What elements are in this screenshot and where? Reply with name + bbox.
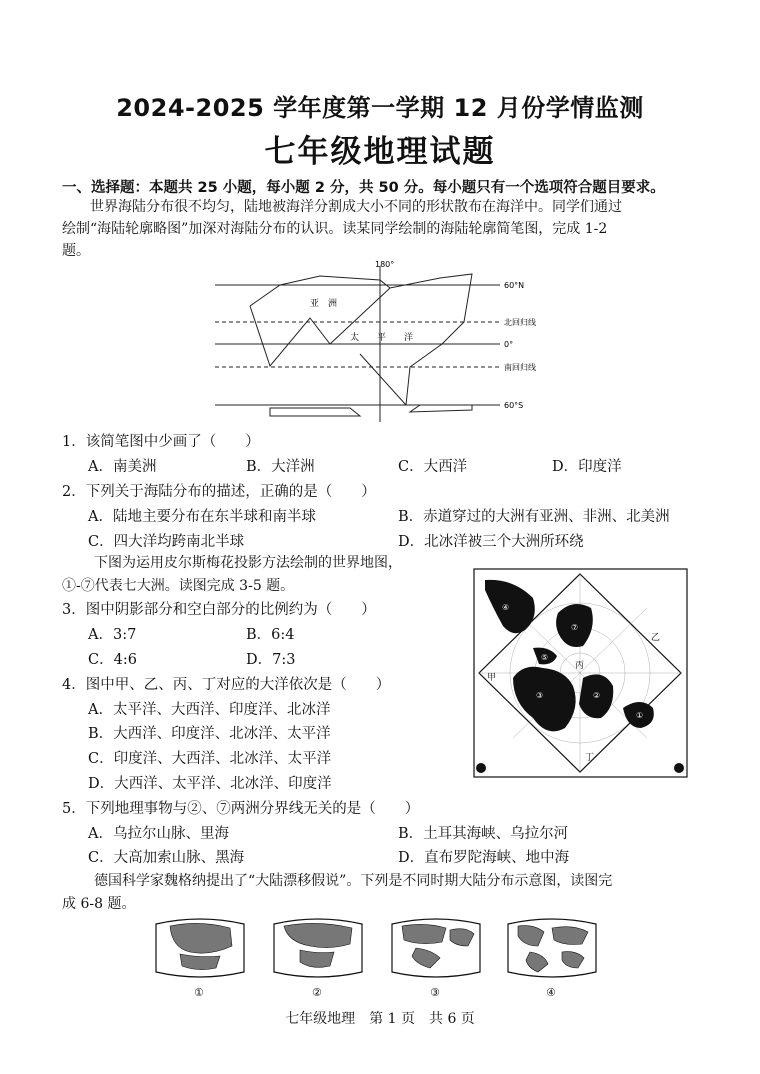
- intro-paragraph-2-line2: ①-⑦代表七大洲。读图完成 3-5 题。: [62, 578, 295, 594]
- continental-drift-figure: [150, 912, 620, 1004]
- question-1-option-a[interactable]: A．南美洲: [88, 459, 157, 475]
- label-180: 180°: [375, 260, 395, 269]
- continent-mark-4: ④: [502, 603, 510, 612]
- continent-mark-5: ⑤: [541, 653, 549, 662]
- continent-mark-3: ③: [536, 691, 544, 700]
- question-1-option-c[interactable]: C．大西洋: [398, 459, 468, 475]
- label-60s: 60°S: [504, 401, 524, 410]
- label-tropic-cancer: 北回归线: [504, 318, 536, 327]
- label-60n: 60°N: [504, 281, 525, 290]
- section-heading: 一、选择题：本题共 25 小题，每小题 2 分，共 50 分。每小题只有一个选项符合题目要求。: [62, 180, 665, 196]
- question-3-option-c[interactable]: C．4:6: [88, 652, 137, 668]
- continent-mark-2: ②: [593, 691, 601, 700]
- drift-caption-4: ④: [546, 986, 556, 999]
- continent-mark-7: ⑦: [571, 623, 579, 632]
- intro-paragraph-1: [62, 196, 702, 262]
- label-pacific: 太 平 洋: [350, 333, 414, 343]
- land-sea-sketch-figure: [210, 258, 550, 426]
- question-3-option-b[interactable]: B．6:4: [246, 627, 295, 643]
- question-2-stem: 2．下列关于海陆分布的描述，正确的是（ ）: [62, 484, 376, 500]
- question-4-option-c[interactable]: C．印度洋、大西洋、北冰洋、太平洋: [88, 751, 332, 767]
- question-2-option-c[interactable]: C．四大洋均跨南北半球: [88, 534, 245, 550]
- peirce-projection-map: [473, 568, 688, 778]
- label-yi: 乙: [651, 633, 661, 643]
- intro-paragraph-3-line1: 德国科学家魏格纳提出了“大陆漂移假说”。下列是不同时期大陆分布示意图，读图完: [94, 873, 613, 889]
- intro-line: 绘制“海陆轮廓略图”加深对海陆分布的认识。读某同学绘制的海陆轮廓简笔图，完成 1-2: [62, 221, 608, 237]
- intro-line: 世界海陆分布很不均匀，陆地被海洋分割成大小不同的形状散布在海洋中。同学们通过: [90, 199, 622, 215]
- label-tropic-capricorn: 南回归线: [504, 363, 536, 372]
- drift-caption-1: ①: [194, 986, 204, 999]
- question-1-stem: 1．该简笔图中少画了（ ）: [62, 434, 260, 450]
- question-4-option-b[interactable]: B．大西洋、印度洋、北冰洋、太平洋: [88, 726, 331, 742]
- drift-caption-3: ③: [430, 986, 440, 999]
- continent-mark-1: ①: [636, 711, 644, 720]
- question-1-option-b[interactable]: B．大洋洲: [246, 459, 315, 475]
- question-2-option-a[interactable]: A．陆地主要分布在东半球和南半球: [88, 509, 316, 525]
- question-3-option-d[interactable]: D．7:3: [246, 652, 296, 668]
- question-4-stem: 4．图中甲、乙、丙、丁对应的大洋依次是（ ）: [62, 677, 391, 693]
- question-5-option-a[interactable]: A．乌拉尔山脉、里海: [88, 826, 229, 842]
- question-3-option-a[interactable]: A．3:7: [88, 627, 137, 643]
- label-ding: 丁: [585, 753, 595, 763]
- continent-mark-6: ⑥: [565, 689, 573, 698]
- question-5-stem: 5．下列地理事物与②、⑦两洲分界线无关的是（ ）: [62, 801, 420, 817]
- question-5-option-b[interactable]: B．土耳其海峡、乌拉尔河: [398, 826, 569, 842]
- question-1-option-d[interactable]: D．印度洋: [552, 459, 622, 475]
- intro-paragraph-2-line1: 下图为运用皮尔斯梅花投影方法绘制的世界地图，: [94, 555, 402, 571]
- question-4-option-a[interactable]: A．太平洋、大西洋、印度洋、北冰洋: [88, 702, 331, 718]
- intro-paragraph-3-line2: 成 6-8 题。: [62, 896, 136, 912]
- drift-caption-2: ②: [312, 986, 322, 999]
- question-2-option-d[interactable]: D．北冰洋被三个大洲所环绕: [398, 534, 584, 550]
- label-equator: 0°: [504, 340, 514, 349]
- label-jia: 甲: [487, 673, 497, 683]
- question-2-option-b[interactable]: B．赤道穿过的大洲有亚洲、非洲、北美洲: [398, 509, 670, 525]
- page-footer: 七年级地理 第 1 页 共 6 页: [285, 1011, 475, 1027]
- question-3-stem: 3．图中阴影部分和空白部分的比例约为（ ）: [62, 602, 376, 618]
- question-5-option-d[interactable]: D．直布罗陀海峡、地中海: [398, 850, 570, 866]
- intro-line: 题。: [62, 243, 90, 259]
- question-5-option-c[interactable]: C．大高加索山脉、黑海: [88, 850, 245, 866]
- exam-title: 2024-2025 学年度第一学期 12 月份学情监测: [116, 94, 644, 122]
- label-asia: 亚 洲: [310, 299, 338, 309]
- question-4-option-d[interactable]: D．大西洋、太平洋、北冰洋、印度洋: [88, 776, 332, 792]
- exam-subject-title: 七年级地理试题: [264, 134, 496, 170]
- label-bing: 丙: [575, 661, 585, 671]
